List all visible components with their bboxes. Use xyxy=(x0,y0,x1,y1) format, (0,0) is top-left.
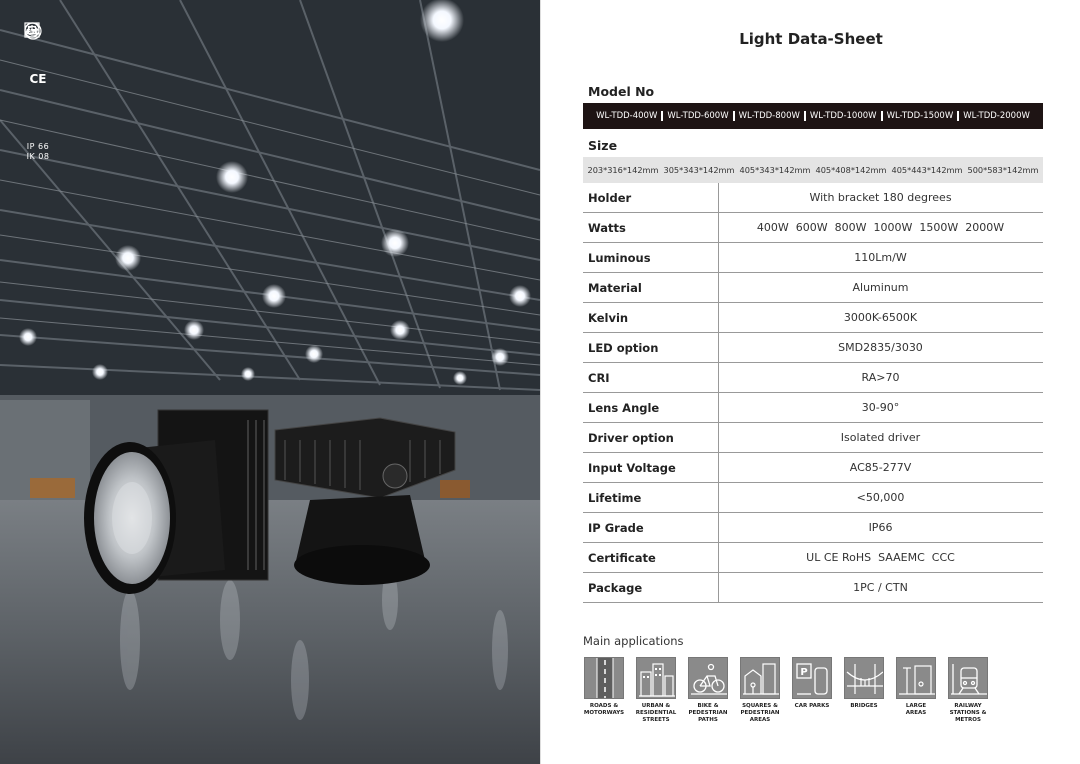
model-item: WL-TDD-2000W xyxy=(963,111,1030,121)
spec-label: Package xyxy=(588,580,643,595)
size-item: 405*343*142mm xyxy=(739,165,811,175)
spec-label: LED option xyxy=(588,340,659,355)
certification-icons xyxy=(24,22,52,162)
spec-row-watts xyxy=(583,213,1043,243)
spec-row-holder xyxy=(583,183,1043,213)
application-label: LARGE AREAS xyxy=(905,703,927,716)
spec-value: Isolated driver xyxy=(840,431,921,444)
spec-value: 30-90° xyxy=(861,401,900,414)
size-item: 405*443*142mm xyxy=(891,165,963,175)
spec-row-lens-angle xyxy=(583,393,1043,423)
spec-value: RA>70 xyxy=(861,371,900,384)
application-label: ROADS & MOTORWAYS xyxy=(583,703,625,716)
model-item: WL-TDD-800W xyxy=(738,111,800,121)
spec-value: IP66 xyxy=(868,521,893,534)
application-item xyxy=(843,657,885,724)
spec-value: 3000K-6500K xyxy=(843,311,918,324)
application-item xyxy=(895,657,937,724)
spec-table xyxy=(583,183,1043,603)
model-label: Model No xyxy=(588,84,655,99)
spec-label: Lens Angle xyxy=(588,400,660,415)
applications-list xyxy=(583,657,1003,724)
application-label: URBAN & RESIDENTIAL STREETS xyxy=(635,703,677,723)
application-item xyxy=(947,657,989,724)
size-item: 305*343*142mm xyxy=(663,165,735,175)
application-label: SQUARES & PEDESTRIAN AREAS xyxy=(740,703,780,723)
size-item: 405*408*142mm xyxy=(815,165,887,175)
parking-icon xyxy=(792,657,832,699)
spec-row-certificate xyxy=(583,543,1043,573)
applications-title: Main applications xyxy=(583,634,684,648)
road-icon xyxy=(584,657,624,699)
application-item xyxy=(739,657,781,724)
data-sheet xyxy=(540,0,1080,764)
model-item: WL-TDD-1500W xyxy=(886,111,954,121)
spec-value: UL CE RoHS SAAEMC CCC xyxy=(806,551,955,564)
spec-label: Certificate xyxy=(588,550,656,565)
square-icon xyxy=(740,657,780,699)
application-item xyxy=(791,657,833,724)
spec-label: Watts xyxy=(588,220,626,235)
spec-label: Lifetime xyxy=(588,490,642,505)
spec-label: IP Grade xyxy=(588,520,644,535)
model-list xyxy=(583,103,1043,129)
spec-label: Holder xyxy=(588,190,632,205)
size-item: 203*316*142mm xyxy=(587,165,659,175)
spec-row-input-voltage xyxy=(583,453,1043,483)
spec-row-luminous xyxy=(583,243,1043,273)
spec-value: With bracket 180 degrees xyxy=(809,191,952,204)
spec-row-led-option xyxy=(583,333,1043,363)
application-label: BRIDGES xyxy=(850,703,878,709)
svg-text:P: P xyxy=(800,667,808,678)
spec-row-ip-grade xyxy=(583,513,1043,543)
model-item: WL-TDD-400W xyxy=(596,111,658,121)
size-label: Size xyxy=(588,138,618,153)
application-label: BIKE & PEDESTRIAN PATHS xyxy=(688,703,728,723)
spec-row-material xyxy=(583,273,1043,303)
large-area-icon xyxy=(896,657,936,699)
spec-label: Material xyxy=(588,280,642,295)
spec-value: 110Lm/W xyxy=(854,251,907,264)
spec-row-kelvin xyxy=(583,303,1043,333)
double-insulation-icon xyxy=(29,46,47,64)
spec-label: Luminous xyxy=(588,250,651,265)
buildings-icon xyxy=(636,657,676,699)
model-item: WL-TDD-600W xyxy=(667,111,729,121)
train-icon xyxy=(948,657,988,699)
page-title: Light Data-Sheet xyxy=(739,30,883,48)
application-label: CAR PARKS xyxy=(794,703,830,709)
model-item: WL-TDD-1000W xyxy=(809,111,877,121)
spec-value: 1PC / CTN xyxy=(853,581,908,594)
application-item xyxy=(635,657,677,724)
spec-label: Kelvin xyxy=(588,310,629,325)
ik-rating-text: IK 08 xyxy=(26,152,50,161)
size-list xyxy=(583,157,1043,183)
spec-row-lifetime xyxy=(583,483,1043,513)
spec-row-cri xyxy=(583,363,1043,393)
spec-value: AC85-277V xyxy=(849,461,912,474)
spec-label: Input Voltage xyxy=(588,460,676,475)
ce-mark-icon: CE xyxy=(29,72,47,86)
spec-row-driver-option xyxy=(583,423,1043,453)
application-item xyxy=(687,657,729,724)
bike-icon xyxy=(688,657,728,699)
spec-label: Driver option xyxy=(588,430,674,445)
spec-value: Aluminum xyxy=(852,281,909,294)
application-item xyxy=(583,657,625,724)
size-item: 500*583*142mm xyxy=(967,165,1039,175)
spec-value: 400W 600W 800W 1000W 1500W 2000W xyxy=(756,221,1005,234)
spec-row-package xyxy=(583,573,1043,603)
spec-label: CRI xyxy=(588,370,610,385)
svg-text:ETL: ETL xyxy=(25,28,41,36)
ip-rating-text: IP 66 xyxy=(26,142,50,151)
spec-value: SMD2835/3030 xyxy=(838,341,923,354)
bridge-icon xyxy=(844,657,884,699)
spec-value: <50,000 xyxy=(856,491,905,504)
application-label: RAILWAY STATIONS & METROS xyxy=(949,703,987,723)
rcm-mark-icon xyxy=(29,94,47,112)
